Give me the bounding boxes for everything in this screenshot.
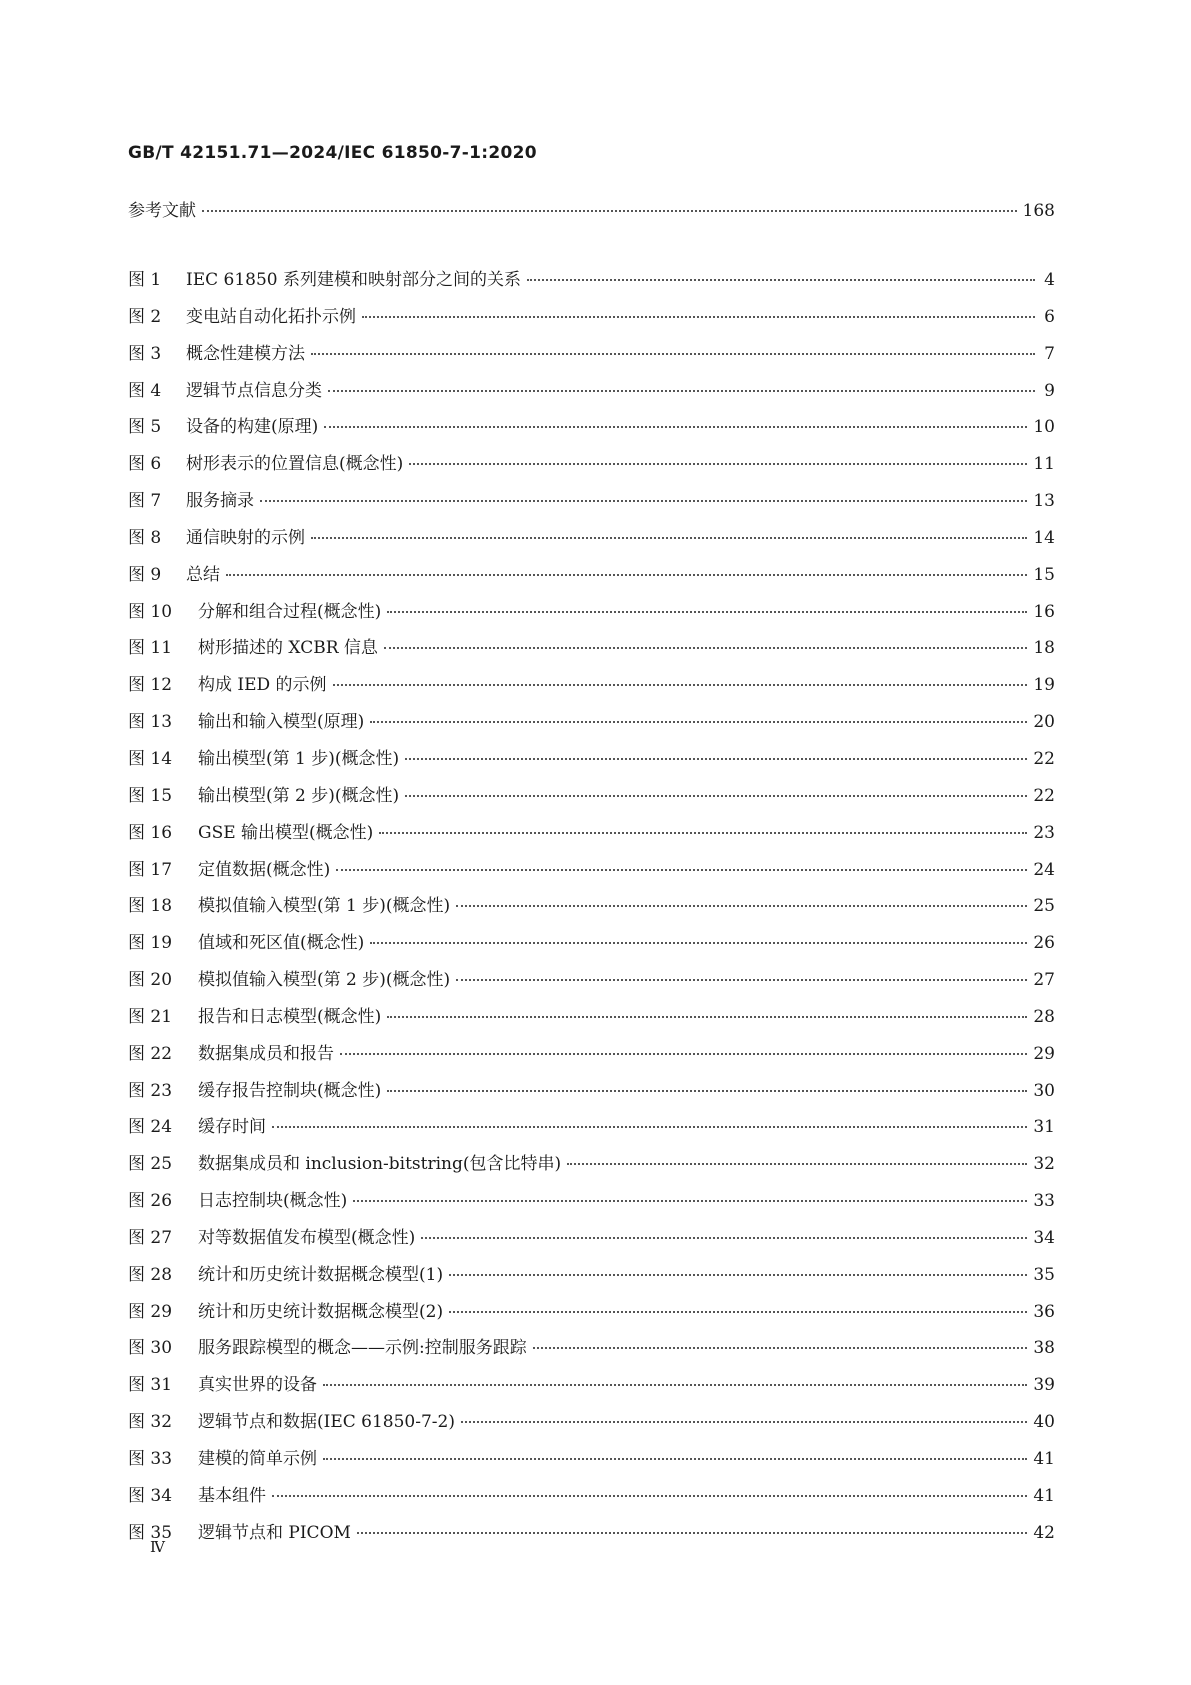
toc-entry-figure[interactable] bbox=[128, 821, 1055, 858]
figure-title: 总结 bbox=[186, 564, 220, 585]
figure-number: 图 4 bbox=[128, 380, 162, 401]
toc-entry-figure[interactable] bbox=[128, 1447, 1055, 1484]
figure-list bbox=[128, 268, 1055, 1558]
figure-page-number: 22 bbox=[1033, 785, 1055, 806]
figure-title: 分解和组合过程(概念性) bbox=[198, 601, 382, 622]
figure-title: 输出模型(第 2 步)(概念性) bbox=[198, 785, 400, 806]
figure-page-number: 40 bbox=[1033, 1412, 1055, 1433]
figure-title: 概念性建模方法 bbox=[186, 343, 305, 364]
figure-page-number: 26 bbox=[1033, 933, 1055, 954]
figure-title: 基本组件 bbox=[198, 1485, 266, 1506]
figure-page-number: 28 bbox=[1033, 1006, 1055, 1027]
figure-page-number: 41 bbox=[1033, 1485, 1055, 1506]
figure-page-number: 19 bbox=[1033, 675, 1055, 696]
figure-number: 图 33 bbox=[128, 1449, 173, 1469]
figure-number: 图 14 bbox=[128, 748, 173, 769]
toc-entry-figure[interactable] bbox=[128, 452, 1055, 489]
figure-number: 图 21 bbox=[128, 1006, 173, 1027]
toc-entry-figure[interactable] bbox=[128, 415, 1055, 452]
figure-page-number: 41 bbox=[1033, 1449, 1055, 1469]
dot-leader bbox=[324, 426, 1027, 428]
toc-entry-figure[interactable] bbox=[128, 1373, 1055, 1410]
figure-title: 数据集成员和报告 bbox=[198, 1043, 334, 1064]
dot-leader bbox=[449, 1311, 1027, 1313]
dot-leader bbox=[226, 574, 1027, 576]
figure-title: 值域和死区值(概念性) bbox=[198, 933, 365, 954]
figure-page-number: 32 bbox=[1033, 1154, 1055, 1175]
figure-page-number: 16 bbox=[1033, 601, 1055, 622]
figure-title: 模拟值输入模型(第 2 步)(概念性) bbox=[198, 970, 451, 991]
figure-number: 图 30 bbox=[128, 1338, 173, 1359]
toc-entry-figure[interactable] bbox=[128, 1152, 1055, 1189]
toc-entry-figure[interactable] bbox=[128, 1079, 1055, 1116]
standard-header: GB/T 42151.71—2024/IEC 61850-7-1:2020 bbox=[128, 143, 537, 163]
figure-title: 报告和日志模型(概念性) bbox=[198, 1006, 382, 1027]
dot-leader bbox=[533, 1347, 1028, 1349]
figure-number: 图 10 bbox=[128, 601, 173, 622]
toc-entry-figure[interactable] bbox=[128, 673, 1055, 710]
figure-number: 图 29 bbox=[128, 1301, 173, 1322]
dot-leader bbox=[527, 279, 1035, 281]
figure-page-number: 42 bbox=[1033, 1522, 1055, 1543]
figure-number: 图 23 bbox=[128, 1080, 173, 1101]
dot-leader bbox=[379, 832, 1027, 834]
dot-leader bbox=[456, 979, 1027, 981]
figure-number: 图 8 bbox=[128, 527, 162, 548]
dot-leader bbox=[357, 1532, 1027, 1534]
figure-number: 图 18 bbox=[128, 896, 173, 917]
dot-leader bbox=[323, 1458, 1027, 1460]
figure-title: 缓存时间 bbox=[198, 1117, 266, 1138]
figure-number: 图 5 bbox=[128, 417, 162, 438]
figure-page-number: 23 bbox=[1033, 822, 1055, 843]
toc-entry-figure[interactable] bbox=[128, 894, 1055, 931]
toc-entry-figure[interactable] bbox=[128, 563, 1055, 600]
dot-leader bbox=[409, 463, 1027, 465]
toc-entry-figure[interactable] bbox=[128, 968, 1055, 1005]
dot-leader bbox=[311, 537, 1027, 539]
toc-entry-title: 参考文献 bbox=[128, 201, 196, 221]
figure-number: 图 3 bbox=[128, 343, 162, 364]
toc-entry-figure[interactable] bbox=[128, 747, 1055, 784]
figure-page-number: 31 bbox=[1033, 1117, 1055, 1138]
figure-title: 逻辑节点和 PICOM bbox=[198, 1522, 351, 1543]
toc-entry-figure[interactable] bbox=[128, 379, 1055, 416]
toc-entry-figure[interactable] bbox=[128, 1005, 1055, 1042]
figure-number: 图 24 bbox=[128, 1117, 173, 1138]
figure-page-number: 33 bbox=[1033, 1191, 1055, 1212]
figure-title: 服务摘录 bbox=[186, 491, 254, 512]
figure-title: 定值数据(概念性) bbox=[198, 859, 331, 880]
figure-page-number: 13 bbox=[1033, 491, 1055, 512]
figure-page-number: 27 bbox=[1033, 970, 1055, 991]
figure-page-number: 4 bbox=[1044, 270, 1055, 290]
toc-entry-figure[interactable] bbox=[128, 1484, 1055, 1521]
toc-entry-figure[interactable] bbox=[128, 1226, 1055, 1263]
figure-number: 图 6 bbox=[128, 454, 162, 475]
toc-entry-figure[interactable] bbox=[128, 1042, 1055, 1079]
dot-leader bbox=[362, 316, 1035, 318]
figure-number: 图 32 bbox=[128, 1412, 173, 1433]
figure-number: 图 12 bbox=[128, 675, 173, 696]
figure-page-number: 11 bbox=[1033, 454, 1055, 475]
figure-title: 对等数据值发布模型(概念性) bbox=[198, 1227, 416, 1248]
toc-entry-figure[interactable] bbox=[128, 1263, 1055, 1300]
figure-page-number: 38 bbox=[1033, 1338, 1055, 1359]
toc-entry-figure[interactable] bbox=[128, 1189, 1055, 1226]
figure-number: 图 16 bbox=[128, 822, 173, 843]
dot-leader bbox=[387, 1090, 1027, 1092]
figure-title: 模拟值输入模型(第 1 步)(概念性) bbox=[198, 896, 451, 917]
dot-leader bbox=[340, 1053, 1027, 1055]
dot-leader bbox=[353, 1200, 1027, 1202]
figure-title: 设备的构建(原理) bbox=[186, 417, 319, 438]
figure-title: 构成 IED 的示例 bbox=[198, 675, 327, 696]
toc-entry-figure[interactable] bbox=[128, 1410, 1055, 1447]
figure-page-number: 14 bbox=[1033, 527, 1055, 548]
figure-number: 图 11 bbox=[128, 638, 173, 659]
dot-leader bbox=[567, 1163, 1027, 1165]
figure-title: 统计和历史统计数据概念模型(1) bbox=[198, 1264, 444, 1285]
dot-leader bbox=[272, 1495, 1027, 1497]
dot-leader bbox=[387, 1016, 1027, 1018]
figure-page-number: 9 bbox=[1044, 380, 1055, 401]
toc-entry-figure[interactable] bbox=[128, 489, 1055, 526]
toc-entry-figure[interactable] bbox=[128, 1300, 1055, 1337]
figure-number: 图 31 bbox=[128, 1375, 173, 1396]
page-number: Ⅳ bbox=[150, 1538, 165, 1556]
figure-number: 图 22 bbox=[128, 1043, 173, 1064]
toc-entry-figure[interactable] bbox=[128, 526, 1055, 563]
dot-leader bbox=[449, 1274, 1027, 1276]
figure-number: 图 2 bbox=[128, 306, 162, 327]
dot-leader bbox=[405, 758, 1027, 760]
toc-entry-figure[interactable] bbox=[128, 931, 1055, 968]
figure-title: 逻辑节点和数据(IEC 61850-7-2) bbox=[198, 1412, 456, 1433]
dot-leader bbox=[461, 1421, 1027, 1423]
figure-title: 建模的简单示例 bbox=[198, 1449, 317, 1469]
toc-entry-figure[interactable] bbox=[128, 305, 1055, 342]
dot-leader bbox=[370, 942, 1027, 944]
figure-number: 图 15 bbox=[128, 785, 173, 806]
figure-title: 缓存报告控制块(概念性) bbox=[198, 1080, 382, 1101]
figure-title: 变电站自动化拓扑示例 bbox=[186, 306, 356, 327]
figure-number: 图 7 bbox=[128, 491, 162, 512]
figure-title: IEC 61850 系列建模和映射部分之间的关系 bbox=[186, 270, 522, 290]
dot-leader bbox=[272, 1126, 1027, 1128]
figure-number: 图 35 bbox=[128, 1522, 173, 1543]
dot-leader bbox=[384, 647, 1027, 649]
toc-entry-figure[interactable] bbox=[128, 858, 1055, 895]
toc-entry-figure[interactable] bbox=[128, 1115, 1055, 1152]
figure-number: 图 19 bbox=[128, 933, 173, 954]
dot-leader bbox=[328, 390, 1035, 392]
toc-entry-figure[interactable] bbox=[128, 1521, 1055, 1558]
figure-title: 通信映射的示例 bbox=[186, 527, 305, 548]
figure-title: 输出和输入模型(原理) bbox=[198, 712, 365, 733]
toc-entry-figure[interactable] bbox=[128, 784, 1055, 821]
toc-entry-figure[interactable] bbox=[128, 342, 1055, 379]
figure-title: 日志控制块(概念性) bbox=[198, 1191, 348, 1212]
figure-page-number: 7 bbox=[1044, 343, 1055, 364]
toc-entry-figure[interactable] bbox=[128, 636, 1055, 673]
dot-leader bbox=[405, 795, 1027, 797]
dot-leader bbox=[323, 1384, 1027, 1386]
figure-page-number: 29 bbox=[1033, 1043, 1055, 1064]
toc-entry-figure[interactable] bbox=[128, 268, 1055, 305]
figure-page-number: 34 bbox=[1033, 1227, 1055, 1248]
dot-leader bbox=[456, 905, 1027, 907]
figure-page-number: 15 bbox=[1033, 564, 1055, 585]
toc-entry-page: 168 bbox=[1022, 201, 1055, 221]
figure-title: 逻辑节点信息分类 bbox=[186, 380, 322, 401]
figure-title: 数据集成员和 inclusion-bitstring(包含比特串) bbox=[198, 1154, 562, 1175]
figure-page-number: 24 bbox=[1033, 859, 1055, 880]
figure-page-number: 18 bbox=[1033, 638, 1055, 659]
figure-number: 图 28 bbox=[128, 1264, 173, 1285]
figure-title: 树形表示的位置信息(概念性) bbox=[186, 454, 404, 475]
figure-page-number: 30 bbox=[1033, 1080, 1055, 1101]
figure-title: 统计和历史统计数据概念模型(2) bbox=[198, 1301, 444, 1322]
figure-title: 真实世界的设备 bbox=[198, 1375, 317, 1396]
figure-number: 图 20 bbox=[128, 970, 173, 991]
toc-entry-figure[interactable] bbox=[128, 1336, 1055, 1373]
figure-number: 图 34 bbox=[128, 1485, 173, 1506]
figure-number: 图 26 bbox=[128, 1191, 173, 1212]
dot-leader bbox=[311, 353, 1035, 355]
figure-number: 图 27 bbox=[128, 1227, 173, 1248]
dot-leader bbox=[333, 684, 1028, 686]
figure-page-number: 22 bbox=[1033, 748, 1055, 769]
figure-page-number: 20 bbox=[1033, 712, 1055, 733]
toc-entry-references[interactable] bbox=[128, 196, 1055, 224]
figure-number: 图 13 bbox=[128, 712, 173, 733]
figure-page-number: 10 bbox=[1033, 417, 1055, 438]
dot-leader bbox=[202, 210, 1017, 212]
figure-page-number: 36 bbox=[1033, 1301, 1055, 1322]
figure-title: 树形描述的 XCBR 信息 bbox=[198, 638, 378, 659]
figure-number: 图 25 bbox=[128, 1154, 173, 1175]
dot-leader bbox=[260, 500, 1027, 502]
figure-page-number: 25 bbox=[1033, 896, 1055, 917]
figure-number: 图 9 bbox=[128, 564, 162, 585]
dot-leader bbox=[387, 611, 1027, 613]
figure-title: GSE 输出模型(概念性) bbox=[198, 822, 374, 843]
figure-page-number: 35 bbox=[1033, 1264, 1055, 1285]
figure-page-number: 39 bbox=[1033, 1375, 1055, 1396]
figure-title: 输出模型(第 1 步)(概念性) bbox=[198, 748, 400, 769]
dot-leader bbox=[336, 869, 1027, 871]
dot-leader bbox=[421, 1237, 1027, 1239]
figure-page-number: 6 bbox=[1044, 306, 1055, 327]
figure-number: 图 1 bbox=[128, 270, 162, 290]
figure-title: 服务跟踪模型的概念——示例:控制服务跟踪 bbox=[198, 1338, 527, 1359]
figure-number: 图 17 bbox=[128, 859, 173, 880]
toc-entry-figure[interactable] bbox=[128, 710, 1055, 747]
toc-entry-figure[interactable] bbox=[128, 600, 1055, 637]
dot-leader bbox=[370, 721, 1027, 723]
